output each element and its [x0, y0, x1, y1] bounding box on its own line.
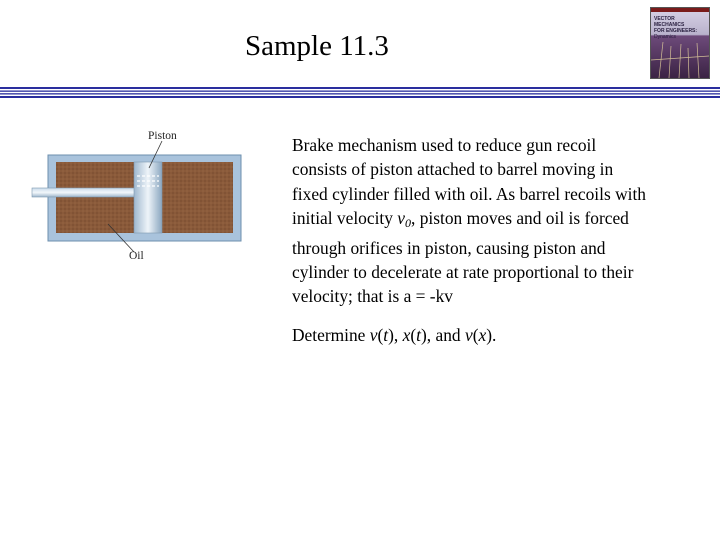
- piston-label: Piston: [148, 130, 177, 142]
- problem-question: Determine v(t), x(t), and v(x).: [292, 324, 497, 345]
- cover-line-1: VECTOR MECHANICS: [654, 16, 685, 28]
- brake-mechanism-figure: [28, 124, 248, 274]
- cover-line-3: Dynamics: [654, 34, 676, 40]
- piston-head: [134, 162, 162, 233]
- slide-title: Sample 11.3: [245, 30, 389, 62]
- oil-label: Oil: [129, 250, 144, 262]
- title-rule: [0, 87, 720, 99]
- cover-line-2: FOR ENGINEERS:: [654, 28, 698, 34]
- book-cover-thumbnail: [650, 7, 710, 79]
- problem-text: [292, 133, 652, 347]
- barrel-rod: [32, 188, 140, 197]
- problem-description: Brake mechanism used to reduce gun recoil consists of piston attached to barrel moving in fixed cylinder filled with oil. As barrel recoils with initial velocity $v_0$, piston moves and oil is forced through orifices in piston, causing piston and cylinder to decelerate at rate proportional to their velocity; that is a = -kv: [292, 135, 647, 307]
